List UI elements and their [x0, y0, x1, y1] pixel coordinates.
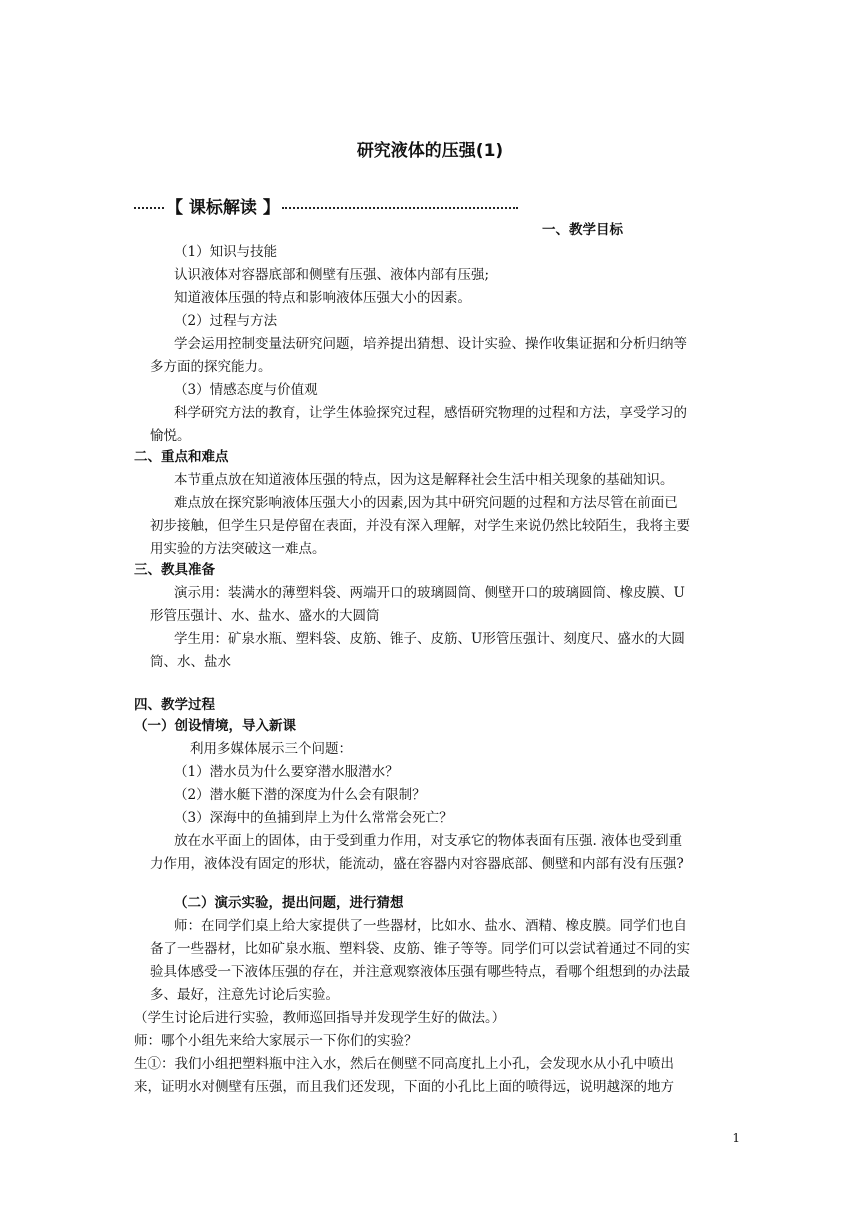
text-line: 本节重点放在知道液体压强的特点，因为这是解释社会生活中相关现象的基础知识。 — [174, 472, 674, 488]
text-line: 验具体感受一下液体压强的存在，并注意观察液体压强有哪些特点，看哪个组想到的办法最 — [150, 964, 690, 980]
text-line: （3）情感态度与价值观 — [174, 382, 318, 398]
text-line: 形管压强计、水、盐水、盛水的大圆筒 — [150, 608, 380, 624]
banner-label: 【 课标解读 】 — [166, 197, 280, 218]
text-line: 利用多媒体展示三个问题： — [190, 741, 352, 757]
text-line: 演示用：装满水的薄塑料袋、两端开口的玻璃圆筒、侧壁开口的玻璃圆筒、橡皮膜、U — [174, 585, 685, 601]
text-line: （2）潜水艇下潜的深度为什么会有限制？ — [174, 787, 426, 803]
text-line: 筒、水、盐水 — [150, 654, 231, 670]
text-line: 来，证明水对侧壁有压强，而且我们还发现，下面的小孔比上面的喷得远，说明越深的地方 — [134, 1079, 674, 1095]
text-line: 用实验的方法突破这一难点。 — [150, 541, 326, 557]
section-banner — [134, 192, 518, 218]
text-line: 四、教学过程 — [134, 697, 215, 713]
banner-dots-left — [134, 207, 164, 209]
banner-dots-right — [282, 207, 518, 209]
text-line: 学会运用控制变量法研究问题，培养提出猜想、设计实验、操作收集证据和分析归纳等 — [174, 336, 687, 352]
text-line: （二）演示实验，提出问题，进行猜想 — [174, 895, 404, 911]
text-line: （1）知识与技能 — [174, 244, 278, 260]
text-line: 二、重点和难点 — [134, 449, 229, 465]
text-line: 初步接触，但学生只是停留在表面，并没有深入理解，对学生来说仍然比较陌生，我将主要 — [150, 518, 690, 534]
page-title: 研究液体的压强(1) — [356, 141, 504, 161]
text-line: 知道液体压强的特点和影响液体压强大小的因素。 — [174, 290, 471, 306]
text-line: 三、教具准备 — [134, 562, 215, 578]
text-line: （2）过程与方法 — [174, 313, 278, 329]
text-line: 难点放在探究影响液体压强大小的因素,因为其中研究问题的过程和方法尽管在前面已 — [174, 495, 678, 511]
page-number: 1 — [732, 1131, 740, 1145]
text-line: 生①：我们小组把塑料瓶中注入水，然后在侧壁不同高度扎上小孔，会发现水从小孔中喷出 — [134, 1056, 674, 1072]
text-line: （一）创设情境，导入新课 — [134, 718, 296, 734]
text-line: 备了一些器材，比如矿泉水瓶、塑料袋、皮筋、锥子等等。同学们可以尝试着通过不同的实 — [150, 941, 690, 957]
text-line: （1）潜水员为什么要穿潜水服潜水？ — [174, 764, 399, 780]
text-line: 力作用，液体没有固定的形状，能流动，盛在容器内对容器底部、侧壁和内部有没有压强? — [150, 856, 684, 872]
text-line: 师：哪个小组先来给大家展示一下你们的实验？ — [134, 1033, 418, 1049]
text-line: 愉悦。 — [150, 428, 191, 444]
text-line: 多、最好，注意先讨论后实验。 — [150, 987, 339, 1003]
text-line: 师：在同学们桌上给大家提供了一些器材，比如水、盐水、酒精、橡皮膜。同学们也自 — [174, 918, 687, 934]
text-line: （学生讨论后进行实验，教师巡回指导并发现学生好的做法。） — [134, 1010, 506, 1026]
text-line: （3）深海中的鱼捕到岸上为什么常常会死亡？ — [174, 810, 453, 826]
text-line: 学生用：矿泉水瓶、塑料袋、皮筋、锥子、皮筋、U形管压强计、刻度尺、盛水的大圆 — [174, 631, 685, 647]
section-heading-goals: 一、教学目标 — [542, 222, 623, 238]
text-line: 认识液体对容器底部和侧壁有压强、液体内部有压强; — [174, 267, 490, 283]
text-line: 放在水平面上的固体，由于受到重力作用，对支承它的物体表面有压强. 液体也受到重 — [174, 833, 683, 849]
text-line: 多方面的探究能力。 — [150, 359, 272, 375]
text-line: 科学研究方法的教育，让学生体验探究过程，感悟研究物理的过程和方法，享受学习的 — [174, 405, 687, 421]
